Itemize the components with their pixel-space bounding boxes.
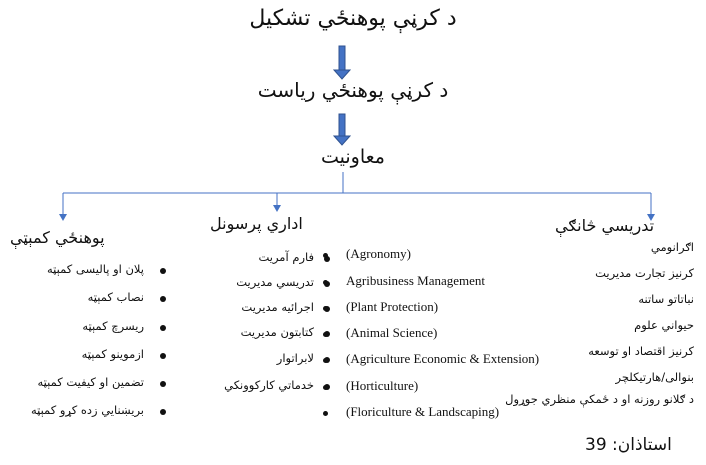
bullet-icon bbox=[323, 280, 328, 285]
list-item: اګرانومي bbox=[650, 240, 694, 254]
bullet-icon bbox=[323, 332, 328, 337]
list-item: تدریسي مدیریت bbox=[222, 275, 334, 293]
bullet-icon bbox=[160, 268, 166, 274]
list-item: خدماتي کارکوونکي bbox=[222, 378, 334, 396]
list-item: لابراتوار bbox=[222, 351, 334, 369]
teacher-count: استاذان: 39 bbox=[585, 435, 672, 455]
list-item: فارم آمریت bbox=[222, 250, 334, 268]
down-arrow-1 bbox=[334, 46, 350, 79]
bullet-icon bbox=[160, 409, 166, 415]
list-item: حیواني علوم bbox=[634, 318, 694, 332]
list-item: بریښنایي زده کړو کمېټه bbox=[40, 403, 170, 421]
list-item: نصاب کمېټه bbox=[40, 290, 170, 308]
faculty-directorate: د کرڼې پوهنځي ریاست bbox=[257, 78, 449, 102]
list-item: کتابتون مدیریت bbox=[222, 325, 334, 343]
bullet-icon bbox=[323, 253, 328, 258]
list-item: ازموینو کمېټه bbox=[40, 347, 170, 365]
list-item: کرنیز تجارت مدیریت bbox=[595, 266, 694, 280]
branch-committees-title: پوهنځي کمېټې bbox=[10, 228, 105, 247]
bullet-icon bbox=[160, 381, 166, 387]
branch-departments-title: تدریسي څانګې bbox=[555, 216, 655, 235]
down-arrow-2 bbox=[334, 114, 350, 145]
branch-admin-title: اداري پرسونل bbox=[210, 214, 303, 233]
bullet-icon bbox=[323, 306, 328, 311]
bullet-icon bbox=[160, 325, 166, 331]
list-item: پلان او پالیسی کمېټه bbox=[40, 262, 170, 280]
list-item: کرنیز اقتصاد او توسعه bbox=[588, 344, 694, 358]
bullet-icon bbox=[323, 411, 328, 416]
bullet-icon bbox=[160, 296, 166, 302]
chart-title: د کرڼې پوهنځي تشکیل bbox=[249, 6, 457, 31]
list-item: د ګلانو روزنه او د ځمکې منظري جوړول bbox=[505, 392, 694, 406]
bullet-icon bbox=[323, 358, 328, 363]
list-item: بنوالی/هارتیکلچر bbox=[615, 370, 694, 384]
list-item: ریسرچ کمېټه bbox=[40, 319, 170, 337]
bullet-icon bbox=[323, 385, 328, 390]
assistant-office: معاونیت bbox=[321, 146, 385, 168]
list-item: اجرائیه مدیریت bbox=[222, 300, 334, 318]
list-item: تضمین او کیفیت کمېټه bbox=[40, 375, 170, 393]
list-item: نباتاتو ساتنه bbox=[638, 292, 694, 306]
bullet-icon bbox=[160, 353, 166, 359]
